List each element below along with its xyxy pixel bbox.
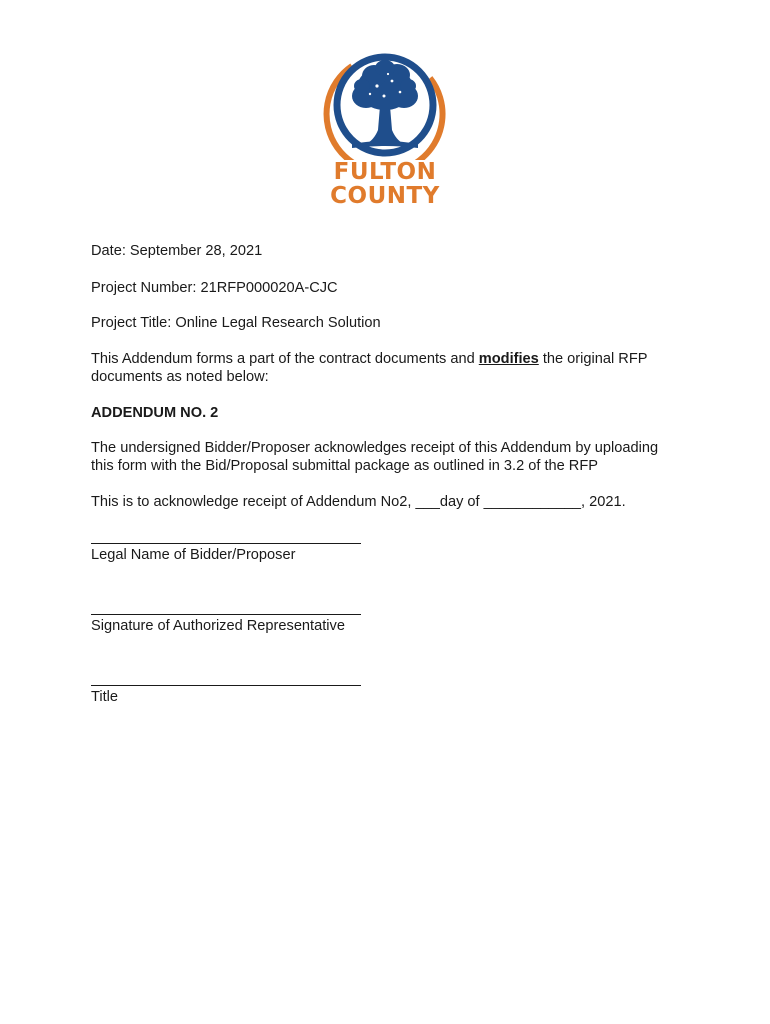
- intro-emphasis-modifies: modifies: [478, 351, 539, 367]
- logo-text-county: COUNTY: [330, 183, 440, 209]
- title-signature-line: [91, 685, 361, 686]
- acknowledge-line-2: this form with the Bid/Proposal submittal package as outlined in 3.2 of the RFP: [91, 458, 598, 474]
- logo-text-fulton: FULTON: [333, 159, 437, 185]
- signature-line: [91, 614, 361, 615]
- tree-seal-icon: [322, 48, 448, 160]
- legal-name-label: Legal Name of Bidder/Proposer: [91, 547, 296, 563]
- project-title-line: Project Title: Online Legal Research Solution: [91, 315, 381, 331]
- fulton-county-logo: [322, 48, 448, 213]
- acknowledge-line-1: The undersigned Bidder/Proposer acknowledges receipt of this Addendum by uploading: [91, 440, 659, 456]
- receipt-line: This is to acknowledge receipt of Addendum No2, ___day of ____________, 2021.: [91, 494, 626, 510]
- intro-text-part2: the original RFP: [538, 351, 648, 367]
- date-line: Date: September 28, 2021: [91, 243, 263, 259]
- intro-line-1: [91, 350, 647, 368]
- intro-text-part1: This Addendum forms a part of the contract documents and: [91, 351, 479, 367]
- addendum-heading: ADDENDUM NO. 2: [91, 405, 219, 421]
- signature-label: Signature of Authorized Representative: [91, 618, 345, 634]
- intro-line-2: documents as noted below:: [91, 369, 269, 385]
- title-label: Title: [91, 689, 119, 705]
- legal-name-signature-line: [91, 543, 361, 544]
- project-number-line: Project Number: 21RFP000020A-CJC: [91, 280, 338, 296]
